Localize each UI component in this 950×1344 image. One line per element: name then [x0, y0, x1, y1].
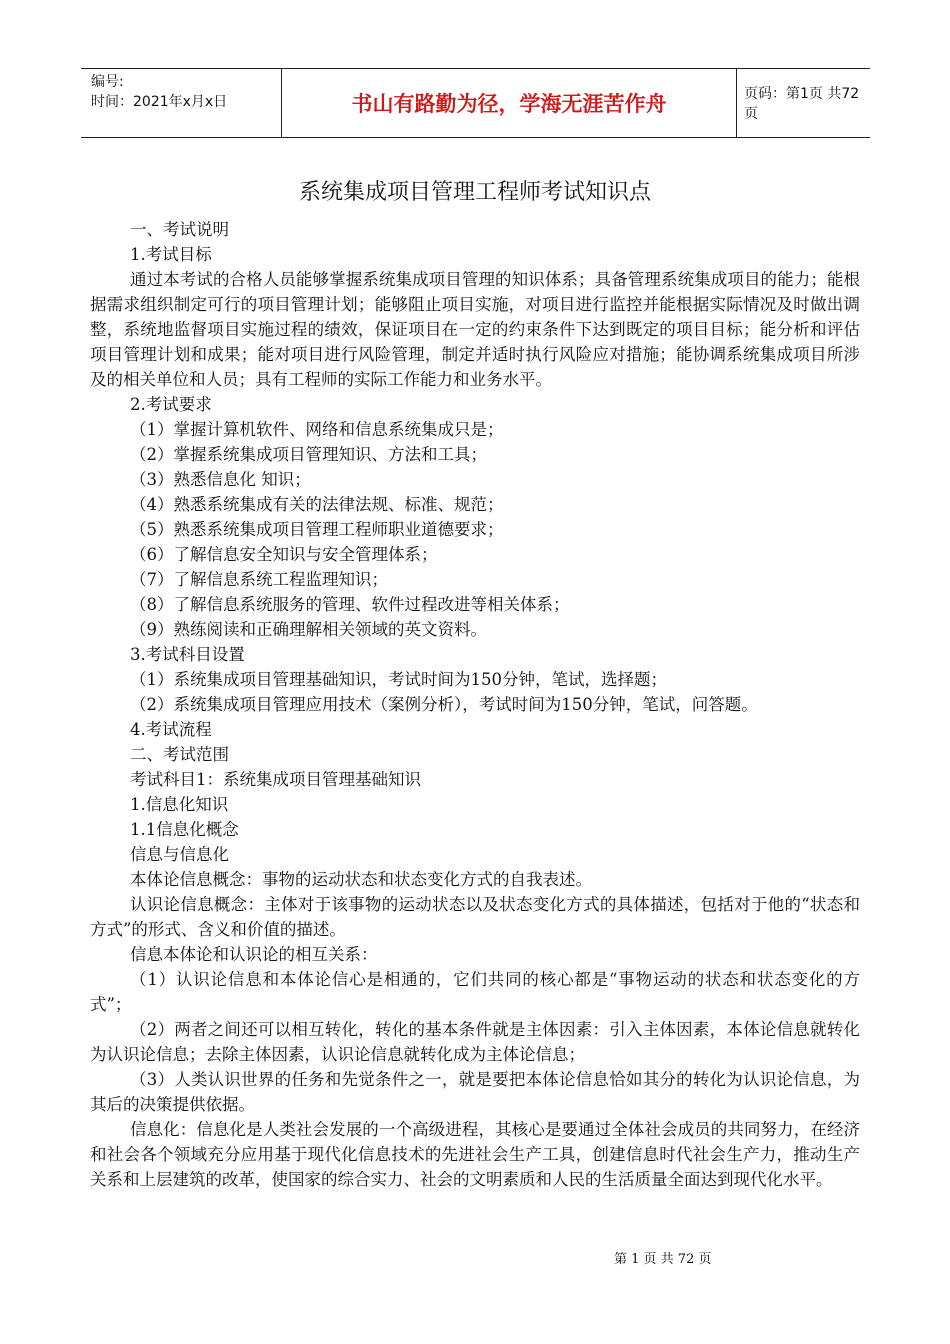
list-item: （2）系统集成项目管理应用技术（案例分析），考试时间为150分钟，笔试，问答题。	[130, 695, 758, 714]
page-info: 页码：第1页 共72页	[744, 86, 860, 122]
number-label: 编号:	[91, 74, 124, 90]
section-heading: 一、考试说明	[130, 220, 229, 239]
section-heading: 二、考试范围	[130, 745, 229, 764]
time-label: 时间：2021年x月x日	[91, 94, 228, 110]
subsection-heading: 1.考试目标	[130, 245, 212, 264]
document-body	[90, 217, 860, 1192]
paragraph: 本体论信息概念：事物的运动状态和状态变化方式的自我表述。	[130, 870, 592, 889]
paragraph: 通过本考试的合格人员能够掌握系统集成项目管理的知识体系；具备管理系统集成项目的能力；能根据需求组织制定可行的项目管理计划；能够阻止项目实施，对项目进行监控并能根据实际情况及时做出调整，系统地监督项目实施过程的绩效，保证项目在一定的约束条件下达到既定的项目目标；能分析和评估项目管理计划和成果；能对项目进行风险管理，制定并适时执行风险应对措施；能协调系统集成项目所涉及的相关单位和人员；具有工程师的实际工作能力和业务水平。	[90, 270, 860, 389]
paragraph: （2）两者之间还可以相互转化，转化的基本条件就是主体因素：引入主体因素，本体论信息就转化为认识论信息；去除主体因素，认识论信息就转化成为主体论信息；	[90, 1020, 860, 1064]
list-item: （9）熟练阅读和正确理解相关领域的英文资料。	[130, 620, 487, 639]
list-item: （3）熟悉信息化 知识；	[130, 470, 311, 489]
list-item: （8）了解信息系统服务的管理、软件过程改进等相关体系；	[130, 595, 570, 614]
subject-heading: 考试科目1：系统集成项目管理基础知识	[130, 770, 421, 789]
list-item: （1）系统集成项目管理基础知识，考试时间为150分钟，笔试，选择题；	[130, 670, 667, 689]
subsection-heading: 1.1信息化概念	[130, 820, 239, 839]
motto: 书山有路勤为径，学海无涯苦作舟	[281, 69, 737, 137]
page-footer: 第 1 页 共 72 页	[614, 1252, 712, 1267]
subsection-heading: 1.信息化知识	[130, 795, 229, 814]
subsection-heading: 3.考试科目设置	[130, 645, 245, 664]
list-item: （4）熟悉系统集成有关的法律法规、标准、规范；	[130, 495, 504, 514]
list-item: （1）掌握计算机软件、网络和信息系统集成只是；	[130, 420, 504, 439]
list-item: （2）掌握系统集成项目管理知识、方法和工具；	[130, 445, 487, 464]
topic-heading: 信息与信息化	[130, 845, 229, 864]
paragraph: （3）人类认识世界的任务和先觉条件之一，就是要把本体论信息恰如其分的转化为认识论信息，为其后的决策提供依据。	[90, 1070, 860, 1114]
subsection-heading: 2.考试要求	[130, 395, 212, 414]
paragraph: 信息本体论和认识论的相互关系：	[130, 945, 378, 964]
list-item: （6）了解信息安全知识与安全管理体系；	[130, 545, 438, 564]
header-table	[81, 68, 870, 138]
list-item: （7）了解信息系统工程监理知识；	[130, 570, 388, 589]
paragraph: 信息化：信息化是人类社会发展的一个高级进程，其核心是要通过全体社会成员的共同努力，在经济和社会各个领域充分应用基于现代化信息技术的先进社会生产工具，创建信息时代社会生产力，推动生产关系和上层建筑的改革，使国家的综合实力、社会的文明素质和人民的生活质量全面达到现代化水平。	[90, 1120, 860, 1189]
list-item: （5）熟悉系统集成项目管理工程师职业道德要求；	[130, 520, 504, 539]
header-left-cell	[81, 69, 281, 137]
paragraph: 认识论信息概念：主体对于该事物的运动状态以及状态变化方式的具体描述，包括对于他的“状态和方式”的形式、含义和价值的描述。	[90, 895, 860, 939]
subsection-heading: 4.考试流程	[130, 720, 212, 739]
document-title: 系统集成项目管理工程师考试知识点	[298, 180, 651, 205]
paragraph: （1）认识论信息和本体论信心是相通的，它们共同的核心都是“事物运动的状态和状态变化的方式”；	[90, 970, 860, 1014]
